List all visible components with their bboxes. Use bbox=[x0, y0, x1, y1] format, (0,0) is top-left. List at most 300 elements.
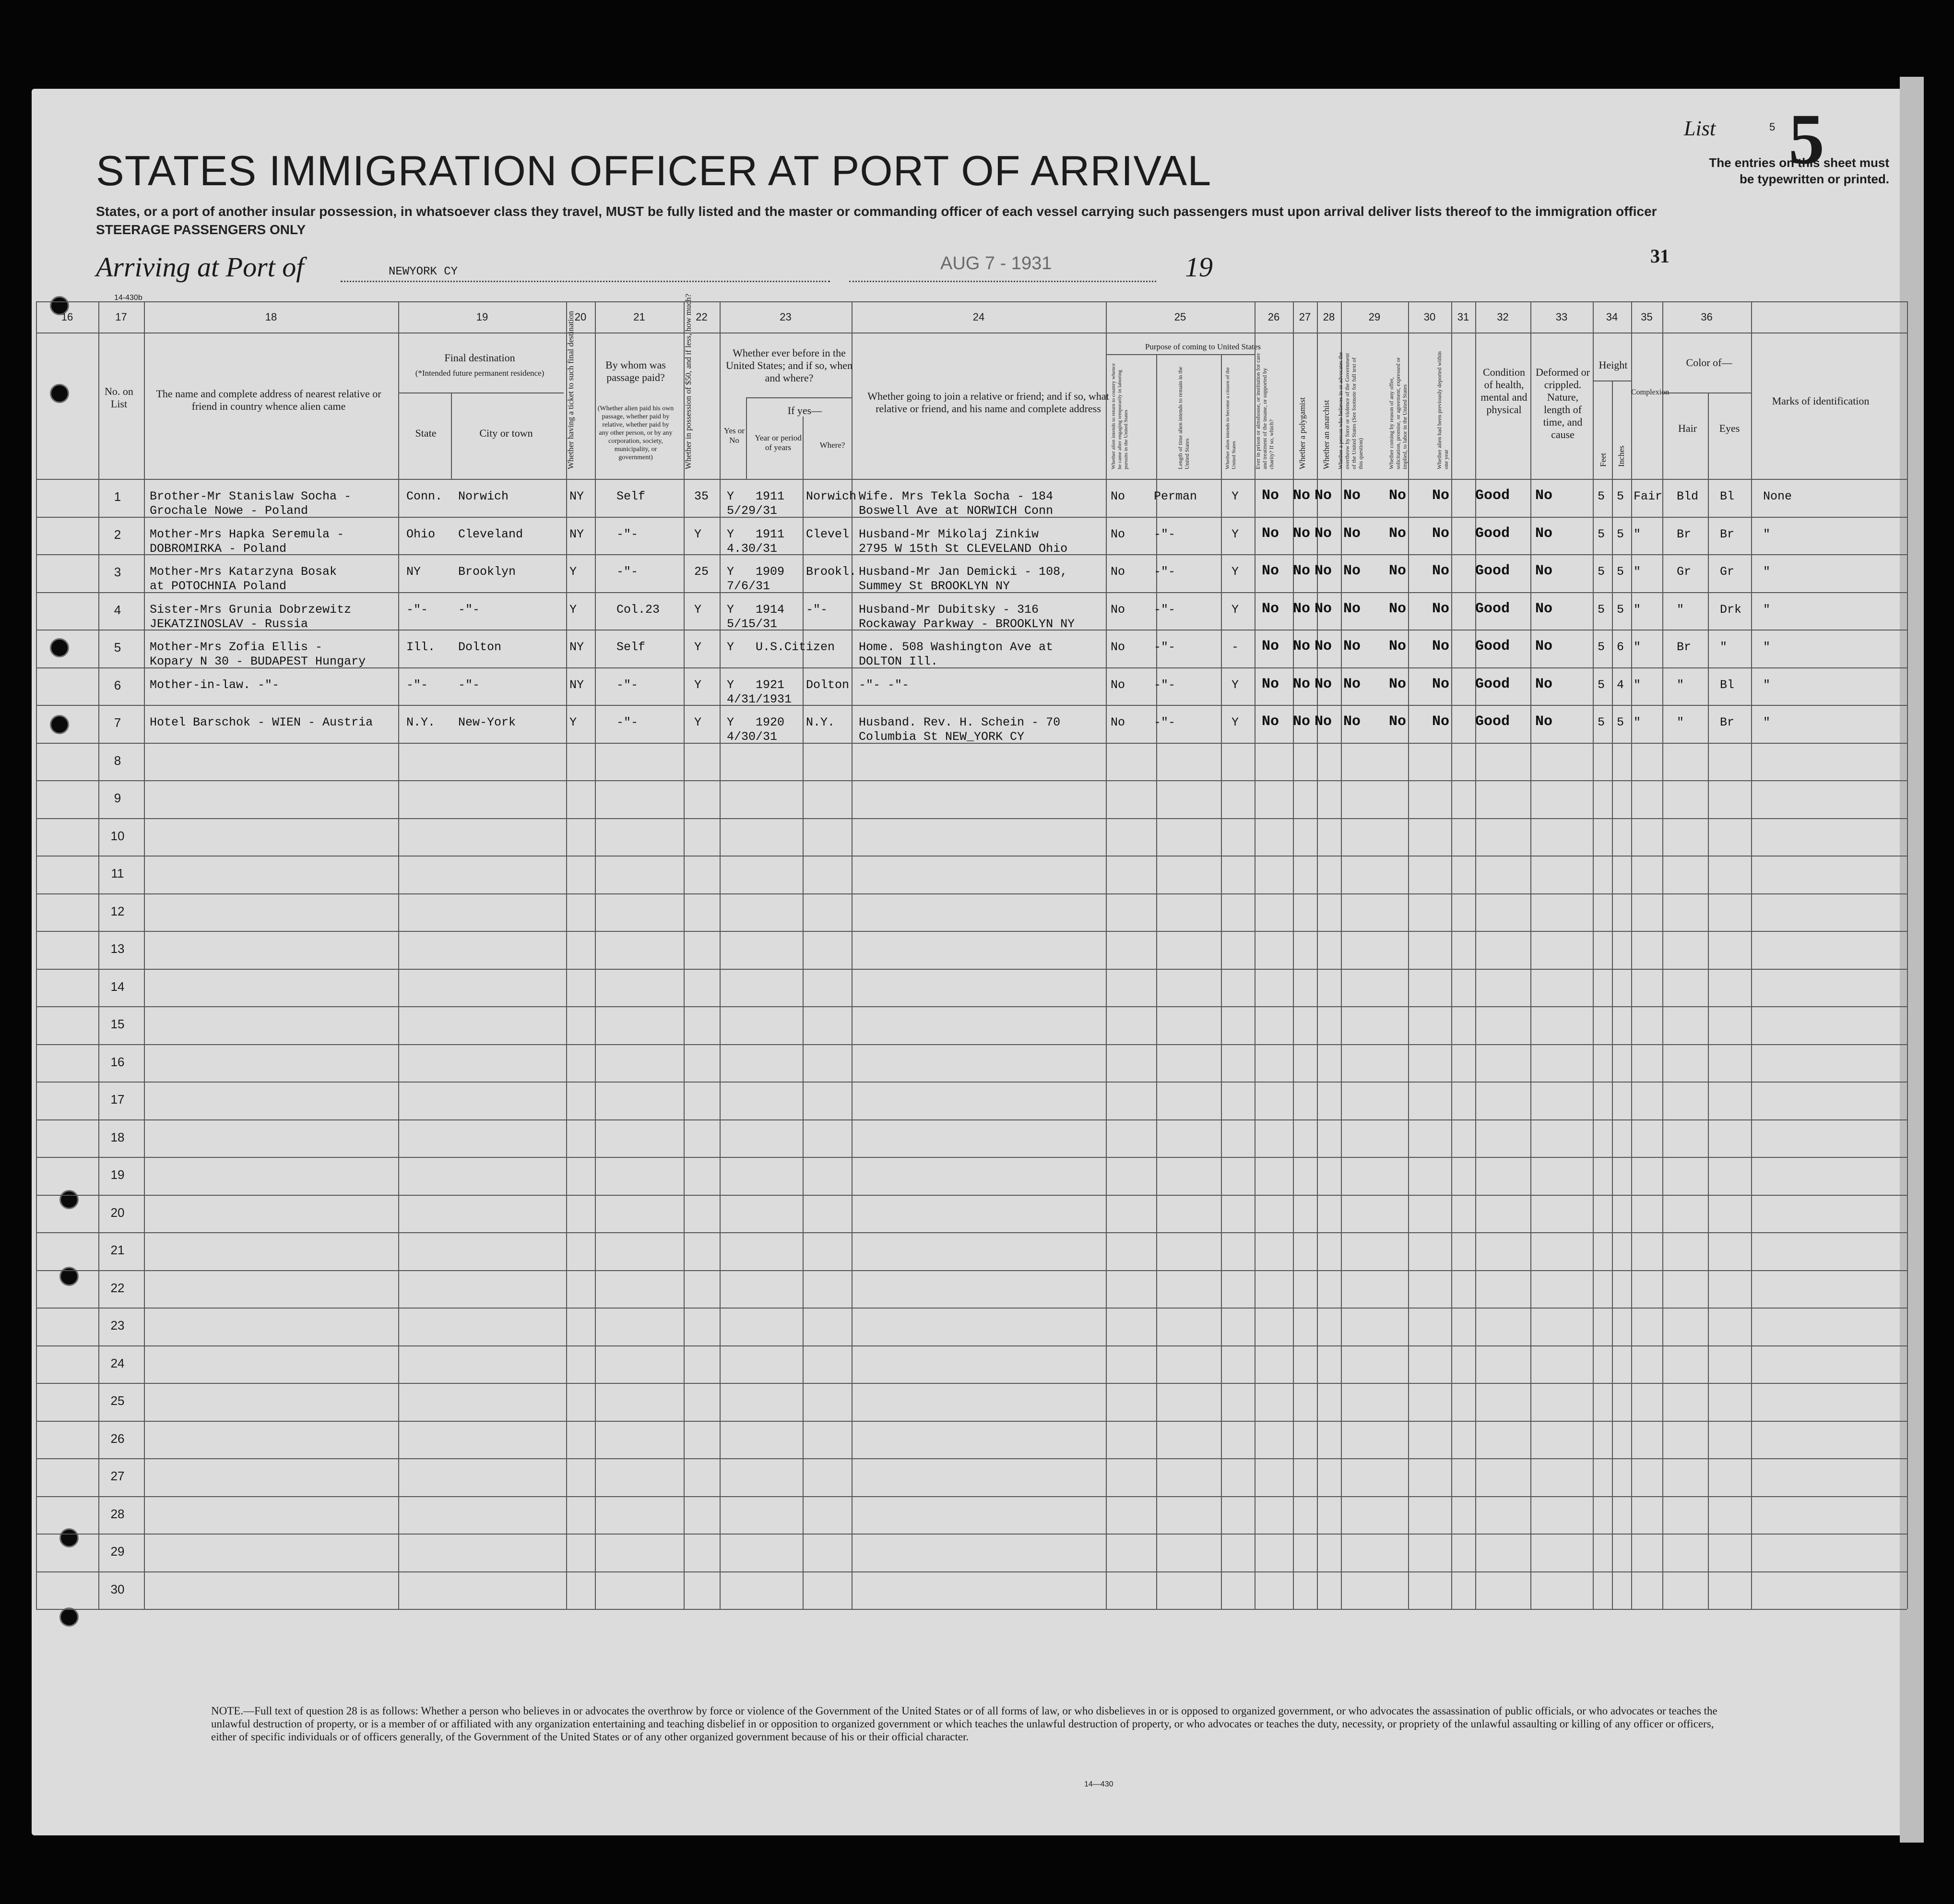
column-rule bbox=[1593, 301, 1594, 1609]
cell-inches: 5 bbox=[1617, 565, 1624, 579]
cell-length: -"- bbox=[1154, 527, 1176, 541]
cell-health: Good bbox=[1475, 563, 1510, 579]
column-number: 31 bbox=[1457, 311, 1469, 323]
cell-join-1: Home. 508 Washington Ave at bbox=[859, 640, 1054, 654]
column-number: 26 bbox=[1267, 311, 1280, 323]
cell-c30: No bbox=[1432, 600, 1450, 617]
list-number-small: 5 bbox=[1769, 121, 1776, 133]
row-number: 11 bbox=[111, 866, 124, 881]
cell-where: -"- bbox=[806, 602, 828, 617]
entries-note bbox=[1640, 155, 1889, 187]
cell-health: Good bbox=[1475, 714, 1510, 730]
cell-relative-1: Sister-Mrs Grunia Dobrzewitz bbox=[150, 602, 352, 617]
entries-note-line: The entries on this sheet must bbox=[1709, 155, 1889, 170]
cell-c29: No bbox=[1389, 638, 1407, 654]
port-dotted-line bbox=[341, 281, 830, 282]
cell-return: No bbox=[1111, 489, 1125, 503]
row-rule bbox=[36, 1571, 1907, 1572]
arriving-label: Arriving at Port of bbox=[96, 251, 304, 283]
cell-paid: -"- bbox=[616, 715, 639, 729]
header-bottom-rule bbox=[36, 479, 1907, 480]
cell-ticket: NY bbox=[569, 489, 584, 503]
column-rule bbox=[720, 301, 721, 1609]
table-left-rule bbox=[36, 301, 37, 1609]
column-rule bbox=[1530, 301, 1531, 1609]
row-number: 4 bbox=[114, 602, 121, 617]
cell-c26: No bbox=[1293, 676, 1311, 692]
cell-marks: " bbox=[1763, 715, 1771, 729]
column-number: 33 bbox=[1555, 311, 1568, 323]
cell-complexion: " bbox=[1634, 678, 1641, 692]
cell-citizen: Y bbox=[1232, 527, 1239, 541]
cell-inches: 5 bbox=[1617, 527, 1624, 541]
cell-relative-2: DOBROMIRKA - Poland bbox=[150, 541, 287, 556]
cell-join-2: Summey St BROOKLYN NY bbox=[859, 579, 1010, 593]
heading-color-of: Color of— bbox=[1686, 357, 1732, 369]
row-number: 7 bbox=[114, 715, 121, 730]
cell-relative-2: at POTOCHNIA Poland bbox=[150, 579, 287, 593]
heading-anarchist: Whether an anarchist bbox=[1322, 400, 1331, 469]
column-number: 22 bbox=[696, 311, 708, 323]
cell-relative-1: Hotel Barschok - WIEN - Austria bbox=[150, 715, 373, 729]
cell-paid: -"- bbox=[616, 678, 639, 692]
cell-join-1: Wife. Mrs Tekla Socha - 184 bbox=[859, 489, 1054, 503]
cell-c25: No bbox=[1262, 638, 1279, 654]
row-number: 14 bbox=[110, 979, 125, 994]
cell-hair: Gr bbox=[1677, 565, 1692, 579]
cell-eyes: " bbox=[1720, 640, 1728, 654]
cell-year: 1920 bbox=[756, 715, 785, 729]
cell-c25: No bbox=[1262, 600, 1279, 617]
cell-city: -"- bbox=[458, 602, 480, 617]
column-number: 28 bbox=[1323, 311, 1335, 323]
row-number: 21 bbox=[110, 1243, 125, 1257]
cell-c25: No bbox=[1262, 525, 1279, 542]
cell-eyes: Br bbox=[1720, 715, 1735, 729]
cell-length: -"- bbox=[1154, 565, 1176, 579]
column-number: 30 bbox=[1423, 311, 1436, 323]
cell-year: 1909 bbox=[756, 565, 785, 579]
column-rule bbox=[1408, 301, 1409, 1609]
cell-inches: 6 bbox=[1617, 640, 1624, 654]
column-rule bbox=[566, 301, 567, 1609]
cell-feet: 5 bbox=[1598, 678, 1605, 692]
row-rule bbox=[36, 1458, 1907, 1459]
cell-join-2: Columbia St NEW_YORK CY bbox=[859, 730, 1025, 744]
cell-complexion: " bbox=[1634, 602, 1641, 617]
column-number: 35 bbox=[1641, 311, 1653, 323]
cell-money: Y bbox=[694, 678, 702, 692]
cell-marks: " bbox=[1763, 640, 1771, 654]
heading-state: State bbox=[415, 427, 437, 439]
column-rule bbox=[1221, 354, 1222, 1609]
heading-passage-paid: By whom was passage paid? bbox=[605, 359, 666, 383]
cell-c30: No bbox=[1432, 676, 1450, 692]
cell-health: Good bbox=[1475, 600, 1510, 617]
cell-health: Good bbox=[1475, 676, 1510, 692]
row-number: 1 bbox=[114, 489, 121, 504]
heading-deformed: Deformed or crippled. Nature, length of time, and cause bbox=[1535, 366, 1590, 440]
cell-c27: No bbox=[1315, 714, 1332, 730]
cell-length: -"- bbox=[1154, 640, 1176, 654]
page-title: STATES IMMIGRATION OFFICER AT PORT OF ARRIVAL bbox=[96, 147, 1212, 194]
cell-relative-2: JEKATZINOSLAV - Russia bbox=[150, 617, 308, 631]
cell-join-1: -"- -"- bbox=[859, 678, 910, 692]
heading-polygamist: Whether a polygamist bbox=[1298, 397, 1307, 469]
cell-c28: No bbox=[1343, 525, 1361, 542]
row-number: 6 bbox=[114, 678, 121, 692]
column-rule bbox=[1451, 301, 1452, 1609]
cell-marks: " bbox=[1763, 678, 1771, 692]
cell-relative-2: Grochale Nowe - Poland bbox=[150, 504, 308, 518]
column-rule bbox=[98, 301, 99, 1609]
cell-relative-1: Mother-in-law. -"- bbox=[150, 678, 280, 692]
cell-deformed: No bbox=[1535, 600, 1553, 617]
row-number: 30 bbox=[110, 1582, 125, 1596]
row-rule bbox=[36, 780, 1907, 781]
cell-year2: 4/31/1931 bbox=[727, 692, 792, 706]
cell-eyes: Br bbox=[1720, 527, 1735, 541]
column-rule bbox=[451, 393, 452, 479]
cell-money: Y bbox=[694, 527, 702, 541]
row-number: 3 bbox=[114, 565, 121, 579]
cell-c29: No bbox=[1389, 600, 1407, 617]
header-class: STEERAGE PASSENGERS ONLY bbox=[96, 222, 306, 237]
cell-ticket: NY bbox=[569, 527, 584, 541]
row-rule bbox=[36, 1534, 1907, 1535]
cell-c28: No bbox=[1343, 600, 1361, 617]
cell-deformed: No bbox=[1535, 638, 1553, 654]
row-number: 28 bbox=[110, 1506, 125, 1521]
column-number: 17 bbox=[115, 311, 127, 323]
column-rule bbox=[1751, 301, 1752, 1609]
cell-deformed: No bbox=[1535, 563, 1553, 579]
cell-join-1: Husband. Rev. H. Schein - 70 bbox=[859, 715, 1061, 729]
form-number: 14-430b bbox=[114, 294, 142, 302]
row-rule bbox=[36, 1044, 1907, 1045]
cell-before: Y bbox=[727, 715, 734, 729]
heading-return-intent: Whether alien intends to return to country whence he came after engaging temporarily in laboring pursuits in the United States bbox=[1111, 363, 1129, 469]
cell-feet: 5 bbox=[1598, 640, 1605, 654]
cell-health: Good bbox=[1475, 638, 1510, 654]
cell-c30: No bbox=[1432, 563, 1450, 579]
cell-where: Clevel bbox=[806, 527, 850, 541]
cell-feet: 5 bbox=[1598, 715, 1605, 729]
heading-hair: Hair bbox=[1678, 422, 1697, 434]
column-rule bbox=[1156, 354, 1157, 1609]
cell-hair: " bbox=[1677, 715, 1684, 729]
cell-return: No bbox=[1111, 640, 1125, 654]
cell-paid: Col.23 bbox=[616, 602, 660, 617]
heading-feet: Feet bbox=[1599, 452, 1608, 467]
cell-year2: 4.30/31 bbox=[727, 541, 778, 556]
cell-state: N.Y. bbox=[406, 715, 436, 729]
cell-feet: 5 bbox=[1598, 527, 1605, 541]
cell-year: 1914 bbox=[756, 602, 785, 617]
cell-complexion: Fair bbox=[1634, 489, 1663, 503]
cell-return: No bbox=[1111, 715, 1125, 729]
row-rule bbox=[36, 893, 1907, 894]
cell-relative-2: Kopary N 30 - BUDAPEST Hungary bbox=[150, 654, 366, 668]
column-rule bbox=[1708, 393, 1709, 1609]
cell-feet: 5 bbox=[1598, 489, 1605, 503]
cell-money: Y bbox=[694, 640, 702, 654]
cell-state: NY bbox=[406, 565, 421, 579]
cell-before: Y bbox=[727, 640, 734, 654]
cell-c26: No bbox=[1293, 600, 1311, 617]
cell-join-2: Rockaway Parkway - BROOKLYN NY bbox=[859, 617, 1075, 631]
cell-where: N.Y. bbox=[806, 715, 835, 729]
cell-c26: No bbox=[1293, 714, 1311, 730]
cell-c25: No bbox=[1262, 676, 1279, 692]
cell-citizen: Y bbox=[1232, 489, 1239, 503]
row-rule bbox=[36, 1006, 1907, 1007]
cell-ticket: Y bbox=[569, 565, 577, 579]
cell-where: Norwich bbox=[806, 489, 857, 503]
cell-money: 35 bbox=[694, 489, 709, 503]
heading-where: Where? bbox=[819, 440, 845, 450]
row-rule bbox=[36, 818, 1907, 819]
cell-c29: No bbox=[1389, 525, 1407, 542]
heading-join-relative: Whether going to join a relative or friend; and if so, what relative or friend, and his name and complete address bbox=[867, 390, 1109, 415]
cell-complexion: " bbox=[1634, 565, 1641, 579]
row-rule bbox=[36, 1383, 1907, 1384]
row-rule bbox=[36, 1082, 1907, 1083]
cell-c29: No bbox=[1389, 714, 1407, 730]
cell-city: Brooklyn bbox=[458, 565, 516, 579]
cell-c27: No bbox=[1315, 676, 1332, 692]
subheader-rule bbox=[1106, 354, 1255, 355]
cell-c26: No bbox=[1293, 525, 1311, 542]
row-number: 12 bbox=[110, 904, 125, 918]
row-rule bbox=[36, 1157, 1907, 1158]
cell-length: -"- bbox=[1154, 602, 1176, 617]
cell-money: Y bbox=[694, 715, 702, 729]
heading-purpose: Purpose of coming to United States bbox=[1145, 342, 1261, 351]
heading-ticket: Whether having a ticket to such final destination bbox=[566, 311, 575, 469]
heading-city: City or town bbox=[479, 427, 533, 439]
cell-c30: No bbox=[1432, 525, 1450, 542]
column-number: 16 bbox=[61, 311, 73, 323]
cell-ticket: Y bbox=[569, 715, 577, 729]
column-rule bbox=[1907, 301, 1908, 1609]
column-number: 34 bbox=[1606, 311, 1618, 323]
cell-ticket: NY bbox=[569, 678, 584, 692]
column-rule bbox=[595, 301, 596, 1609]
heading-deported: Whether alien had been previously deported within one year bbox=[1436, 351, 1449, 469]
header-instruction: States, or a port of another insular possession, in whatsoever class they travel, MUST be fully listed and the master or commanding officer of each vessel carrying such passengers must upon arrival deliver lists thereof to the immigration officer bbox=[96, 204, 1657, 219]
cell-return: No bbox=[1111, 565, 1125, 579]
heading-passage-paid-note: (Whether alien paid his own passage, whether paid by relative, whether paid by any other person, or by any corporation, society, municipality, or government) bbox=[597, 405, 674, 461]
cell-year: 1911 bbox=[756, 527, 785, 541]
cell-citizen: Y bbox=[1232, 678, 1239, 692]
cell-c25: No bbox=[1262, 563, 1279, 579]
cell-relative-1: Mother-Mrs Katarzyna Bosak bbox=[150, 565, 337, 579]
cell-eyes: Drk bbox=[1720, 602, 1742, 617]
heading-yes-no: Yes or No bbox=[723, 426, 745, 445]
cell-state: Conn. bbox=[406, 489, 443, 503]
cell-deformed: No bbox=[1535, 525, 1553, 542]
cell-deformed: No bbox=[1535, 488, 1553, 504]
cell-city: -"- bbox=[458, 678, 480, 692]
heading-height: Height bbox=[1599, 359, 1628, 371]
year-value: 31 bbox=[1650, 245, 1670, 267]
row-number: 9 bbox=[114, 791, 121, 805]
cell-complexion: " bbox=[1634, 527, 1641, 541]
row-number: 15 bbox=[110, 1017, 125, 1031]
row-rule bbox=[36, 1232, 1907, 1233]
heading-labor-offer: Whether coming by reason of any offer, solicitation, promise, or agreement, expressed or implied, to labor in the United States bbox=[1388, 357, 1408, 469]
cell-inches: 4 bbox=[1617, 678, 1624, 692]
cell-hair: Bld bbox=[1677, 489, 1699, 503]
heading-final-destination: Final destination bbox=[444, 352, 515, 364]
cell-c29: No bbox=[1389, 488, 1407, 504]
cell-year2: 7/6/31 bbox=[727, 579, 770, 593]
heading-money: Whether in possession of $50, and if less, how much? bbox=[684, 294, 693, 469]
row-number: 13 bbox=[110, 941, 125, 956]
cell-marks: None bbox=[1763, 489, 1792, 503]
cell-eyes: Gr bbox=[1720, 565, 1735, 579]
row-number: 26 bbox=[110, 1431, 125, 1446]
row-rule bbox=[36, 856, 1907, 857]
cell-hair: " bbox=[1677, 602, 1684, 617]
heading-health: Condition of health, mental and physical bbox=[1480, 366, 1528, 416]
cell-c28: No bbox=[1343, 488, 1361, 504]
year-prefix: 19 bbox=[1185, 251, 1213, 283]
list-number: 5 bbox=[1788, 99, 1824, 179]
row-number: 29 bbox=[110, 1544, 125, 1559]
row-number: 10 bbox=[110, 828, 125, 843]
subheader-rule bbox=[746, 397, 852, 398]
row-rule bbox=[36, 1609, 1907, 1610]
cell-c28: No bbox=[1343, 563, 1361, 579]
cell-citizen: Y bbox=[1232, 565, 1239, 579]
cell-c27: No bbox=[1315, 600, 1332, 617]
column-rule bbox=[1631, 301, 1632, 1609]
column-number: 18 bbox=[265, 311, 277, 323]
cell-relative-1: Mother-Mrs Hapka Seremula - bbox=[150, 527, 344, 541]
row-number: 25 bbox=[110, 1393, 125, 1408]
column-rule bbox=[144, 301, 145, 1609]
column-number: 21 bbox=[633, 311, 645, 323]
cell-hair: Br bbox=[1677, 640, 1692, 654]
cell-return: No bbox=[1111, 602, 1125, 617]
arrival-date-stamp: AUG 7 - 1931 bbox=[940, 253, 1052, 274]
cell-paid: Self bbox=[616, 640, 646, 654]
heading-citizen-intent: Whether alien intends to become a citizen of the United States bbox=[1225, 367, 1237, 469]
heading-overthrow: Whether a person who believes in or advocates the overthrow by force or violence of the Government of the United States (See footnote for full text of this question) bbox=[1337, 352, 1364, 469]
cell-citizen: Y bbox=[1232, 602, 1239, 617]
cell-city: New-York bbox=[458, 715, 516, 729]
cell-state: Ohio bbox=[406, 527, 436, 541]
row-rule bbox=[36, 1421, 1907, 1422]
cell-inches: 5 bbox=[1617, 489, 1624, 503]
row-number: 17 bbox=[110, 1092, 125, 1107]
heading-year: Year or period of years bbox=[755, 433, 802, 452]
column-number: 24 bbox=[972, 311, 985, 323]
column-number: 36 bbox=[1701, 311, 1713, 323]
column-rule bbox=[1612, 381, 1613, 1609]
heading-eyes: Eyes bbox=[1719, 422, 1740, 434]
cell-citizen: Y bbox=[1232, 715, 1239, 729]
list-label: List bbox=[1684, 117, 1716, 140]
heading-nearest-relative: The name and complete address of nearest relative or friend in country whence alien came bbox=[156, 388, 381, 412]
row-rule bbox=[36, 705, 1907, 706]
row-number: 27 bbox=[110, 1469, 125, 1483]
cell-join-2: DOLTON Ill. bbox=[859, 654, 938, 668]
cell-health: Good bbox=[1475, 488, 1510, 504]
cell-paid: -"- bbox=[616, 565, 639, 579]
cell-inches: 5 bbox=[1617, 602, 1624, 617]
cell-deformed: No bbox=[1535, 676, 1553, 692]
cell-before: Y bbox=[727, 602, 734, 617]
cell-return: No bbox=[1111, 678, 1125, 692]
cell-where: Brookl. bbox=[806, 565, 857, 579]
form-number-bottom: 14—430 bbox=[1084, 1780, 1113, 1788]
column-rule bbox=[398, 301, 399, 1609]
cell-c30: No bbox=[1432, 638, 1450, 654]
cell-year: 1921 bbox=[756, 678, 785, 692]
heading-final-destination-note: (*Intended future permanent residence) bbox=[415, 369, 545, 378]
column-number: 25 bbox=[1174, 311, 1186, 323]
cell-state: -"- bbox=[406, 678, 428, 692]
cell-state: Ill. bbox=[406, 640, 436, 654]
column-rule bbox=[1341, 301, 1342, 1609]
heading-inches: Inches bbox=[1617, 445, 1626, 467]
cell-complexion: " bbox=[1634, 715, 1641, 729]
heading-no-on-list: No. on List bbox=[105, 385, 133, 410]
cell-join-2: 2795 W 15th St CLEVELAND Ohio bbox=[859, 541, 1068, 556]
cell-length: -"- bbox=[1154, 715, 1176, 729]
cell-where: Dolton bbox=[806, 678, 850, 692]
cell-c28: No bbox=[1343, 676, 1361, 692]
row-rule bbox=[36, 1119, 1907, 1120]
column-rule bbox=[1106, 301, 1107, 1609]
heading-length-stay: Length of time alien intends to remain in the United States bbox=[1177, 367, 1190, 469]
column-number: 27 bbox=[1299, 311, 1311, 323]
row-rule bbox=[36, 1270, 1907, 1271]
cell-city: Norwich bbox=[458, 489, 509, 503]
cell-year2: 5/29/31 bbox=[727, 504, 778, 518]
heading-if-yes: If yes— bbox=[787, 405, 822, 416]
column-rule bbox=[684, 301, 685, 1609]
cell-c26: No bbox=[1293, 488, 1311, 504]
date-dotted-line bbox=[849, 281, 1156, 282]
cell-health: Good bbox=[1475, 525, 1510, 542]
row-rule bbox=[36, 1496, 1907, 1497]
cell-marks: " bbox=[1763, 565, 1771, 579]
cell-c28: No bbox=[1343, 638, 1361, 654]
heading-prison: Ever in prison or almshouse, or institution for care and treatment of the insane, or supported by charity? If so, which? bbox=[1255, 353, 1275, 469]
cell-relative-1: Brother-Mr Stanislaw Socha - bbox=[150, 489, 352, 503]
cell-ticket: Y bbox=[569, 602, 577, 617]
port-value: NEWYORK CY bbox=[389, 265, 458, 278]
row-number: 22 bbox=[110, 1280, 125, 1295]
column-number: 29 bbox=[1368, 311, 1381, 323]
cell-before: Y bbox=[727, 489, 734, 503]
cell-relative-1: Mother-Mrs Zofia Ellis - bbox=[150, 640, 323, 654]
cell-before: Y bbox=[727, 678, 734, 692]
row-number: 16 bbox=[110, 1054, 125, 1069]
column-number: 19 bbox=[476, 311, 488, 323]
cell-c28: No bbox=[1343, 714, 1361, 730]
cell-year2: 4/30/31 bbox=[727, 730, 778, 744]
cell-c30: No bbox=[1432, 714, 1450, 730]
column-rule bbox=[1662, 301, 1663, 1609]
cell-marks: " bbox=[1763, 602, 1771, 617]
row-number: 23 bbox=[110, 1318, 125, 1333]
cell-feet: 5 bbox=[1598, 565, 1605, 579]
